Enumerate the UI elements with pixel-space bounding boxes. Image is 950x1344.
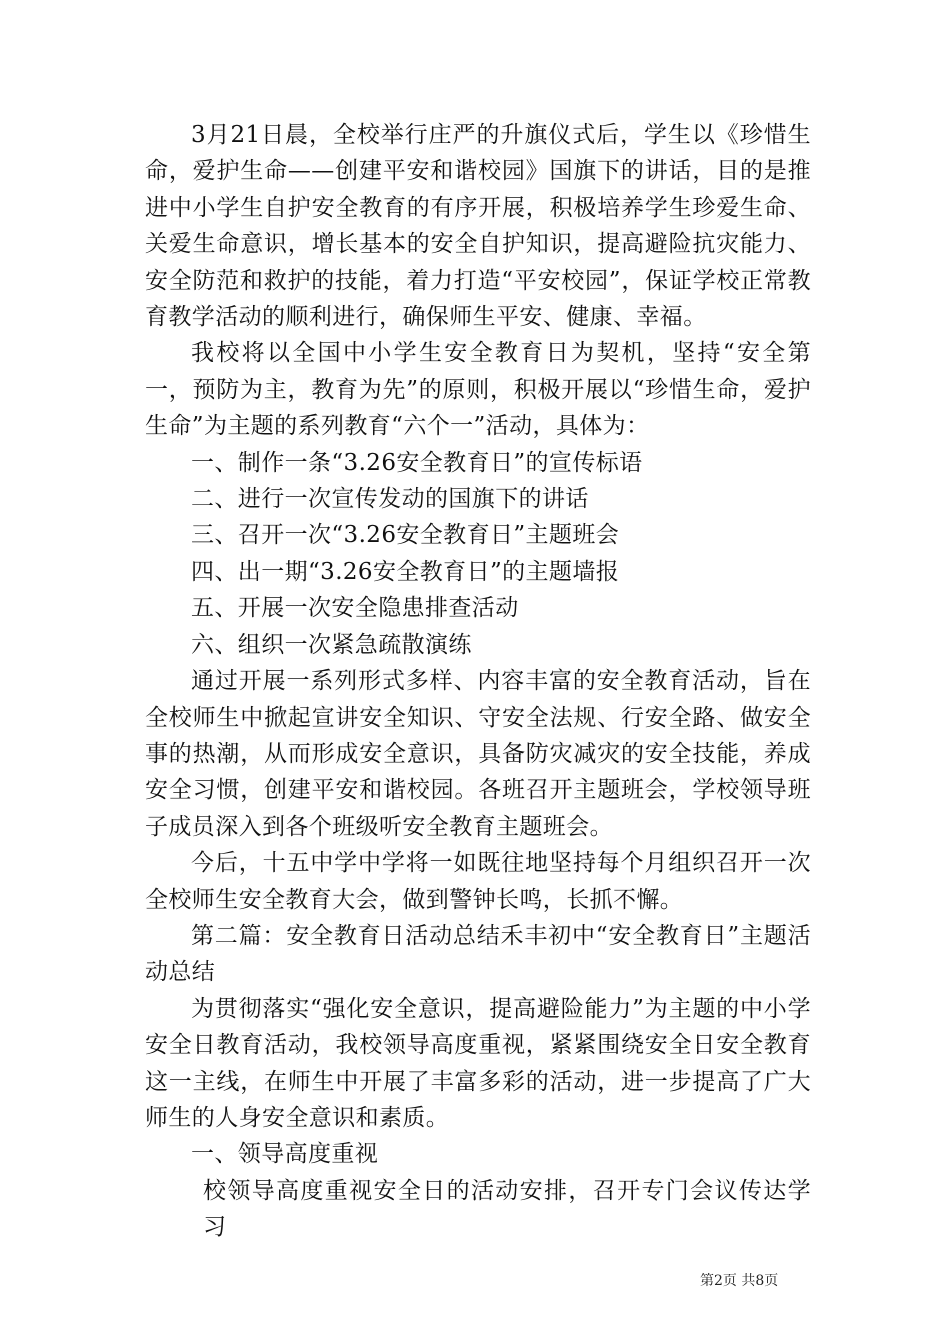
paragraph-future-plan: 今后，十五中学中学将一如既往地坚持每个月组织召开一次全校师生安全教育大会，做到警钟长鸣，长抓不懈。 <box>145 850 811 913</box>
list-item-speech: 二、进行一次宣传发动的国旗下的讲话 <box>191 486 589 513</box>
list-item-class-meeting: 三、召开一次“3.26安全教育日”主题班会 <box>191 522 620 549</box>
section-heading-second-article: 第二篇：安全教育日活动总结禾丰初中“安全教育日”主题活动总结 <box>145 922 811 986</box>
paragraph-safety-day-intro: 我校将以全国中小学生安全教育日为契机，坚持“安全第一，预防为主，教育为先”的原则，积极开展以“珍惜生命，爱护生命”为主题的系列教育“六个一”活动，具体为： <box>145 340 811 440</box>
paragraph-leadership-detail: 校领导高度重视安全日的活动安排，召开专门会议传达学习 <box>203 1177 811 1241</box>
list-item-wall-newspaper: 四、出一期“3.26安全教育日”的主题墙报 <box>191 558 620 585</box>
subheading-leadership: 一、领导高度重视 <box>191 1141 379 1168</box>
list-item-evacuation-drill: 六、组织一次紧急疏散演练 <box>191 631 472 658</box>
list-item-hazard-check: 五、开展一次安全隐患排查活动 <box>191 595 519 622</box>
paragraph-second-article-intro: 为贯彻落实“强化安全意识，提高避险能力”为主题的中小学安全日教育活动，我校领导高度重视，紧紧围绕安全日安全教育这一主线，在师生中开展了丰富多彩的活动，进一步提高了广大师生的人身安全意识和素质。 <box>145 995 811 1131</box>
page-number: 第2页 共8页 <box>700 1273 779 1289</box>
paragraph-activities-summary: 通过开展一系列形式多样、内容丰富的安全教育活动，旨在全校师生中掀起宣讲安全知识、守安全法规、行安全路、做安全事的热潮，从而形成安全意识，具备防灾减灾的安全技能，养成安全习惯，创建平安和谐校园。各班召开主题班会，学校领导班子成员深入到各个班级听安全教育主题班会。 <box>145 668 811 840</box>
list-item-slogan: 一、制作一条“3.26安全教育日”的宣传标语 <box>191 449 643 476</box>
document-body <box>145 117 811 1246</box>
paragraph-flag-ceremony: 3月21日晨，全校举行庄严的升旗仪式后，学生以《珍惜生命，爱护生命——创建平安和谐校园》国旗下的讲话，目的是推进中小学生自护安全教育的有序开展，积极培养学生珍爱生命、关爱生命意识，增长基本的安全自护知识，提高避险抗灾能力、安全防范和救护的技能，着力打造“平安校园”，保证学校正常教育教学活动的顺利进行，确保师生平安、健康、幸福。 <box>145 122 811 331</box>
